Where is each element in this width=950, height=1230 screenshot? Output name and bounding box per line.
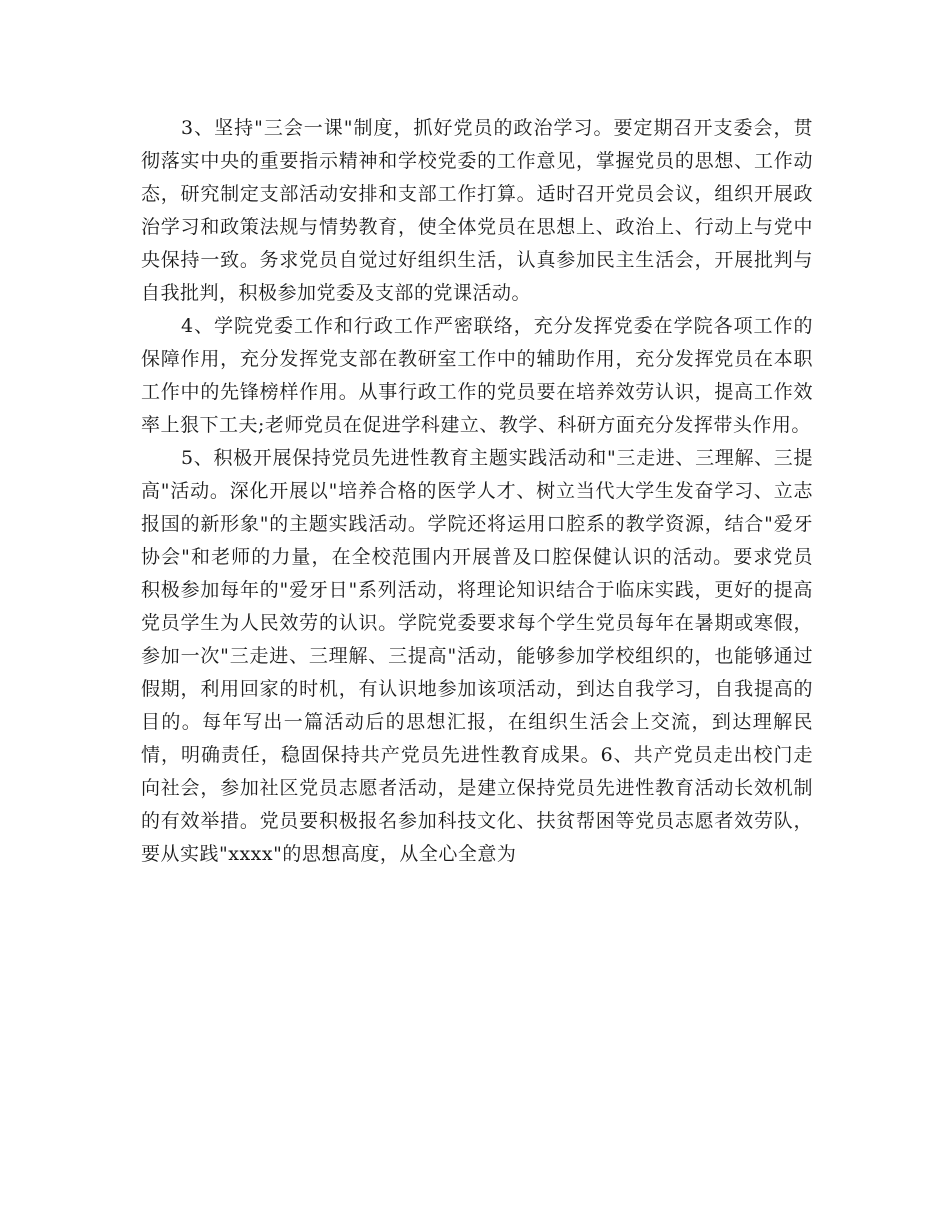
paragraph-item-4: 4、学院党委工作和行政工作严密联络，充分发挥党委在学院各项工作的保障作用，充分发挥党支部在教研室工作中的辅助作用，充分发挥党员在本职工作中的先锋榜样作用。从事行政工作的党员要在培养效劳认识，提高工作效率上狠下工夫;老师党员在促进学科建立、教学、科研方面充分发挥带头作用。 [141,315,813,436]
document-body [141,112,813,871]
paragraph-item-3: 3、坚持"三会一课"制度，抓好党员的政治学习。要定期召开支委会，贯彻落实中央的重要指示精神和学校党委的工作意见，掌握党员的思想、工作动态，研究制定支部活动安排和支部工作打算。适时召开党员会议，组织开展政治学习和政策法规与情势教育，使全体党员在思想上、政治上、行动上与党中央保持一致。务求党员自觉过好组织生活，认真参加民主生活会，开展批判与自我批判，积极参加党委及支部的党课活动。 [141,117,813,304]
paragraph-item-5: 5、积极开展保持党员先进性教育主题实践活动和"三走进、三理解、三提高"活动。深化开展以"培养合格的医学人才、树立当代大学生发奋学习、立志报国的新形象"的主题实践活动。学院还将运用口腔系的教学资源，结合"爱牙协会"和老师的力量，在全校范围内开展普及口腔保健认识的活动。要求党员积极参加每年的"爱牙日"系列活动，将理论知识结合于临床实践，更好的提高党员学生为人民效劳的认识。学院党委要求每个学生党员每年在暑期或寒假，参加一次"三走进、三理解、三提高"活动，能够参加学校组织的，也能够通过假期，利用回家的时机，有认识地参加该项活动，到达自我学习，自我提高的目的。每年写出一篇活动后的思想汇报，在组织生活会上交流，到达理解民情，明确责任，稳固保持共产党员先进性教育成果。6、共产党员走出校门走向社会，参加社区党员志愿者活动，是建立保持党员先进性教育活动长效机制的有效举措。党员要积极报名参加科技文化、扶贫帮困等党员志愿者效劳队，要从实践"xxxx"的思想高度，从全心全意为 [141,447,813,865]
